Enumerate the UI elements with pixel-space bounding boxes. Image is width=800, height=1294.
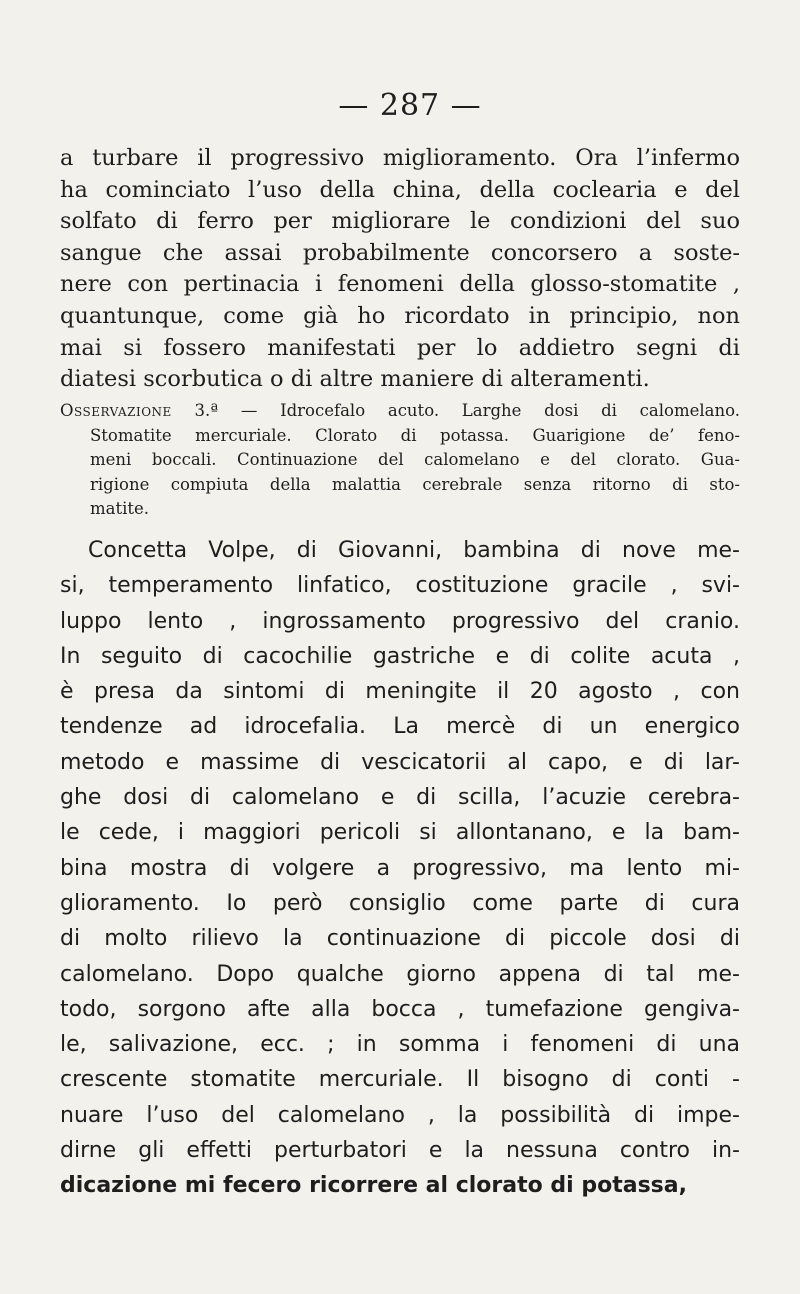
text-line: calomelano. Dopo qualche giorno appena di tal me- <box>60 961 740 987</box>
text-line: ha cominciato l’uso della china, della coclearia e del <box>60 176 740 203</box>
paragraph-1 <box>60 143 740 396</box>
text-line: nuare l’uso del calomelano , la possibilità di impe- <box>60 1102 740 1128</box>
text-line: le, salivazione, ecc. ; in somma i fenomeni di una <box>60 1032 740 1058</box>
text-line: diatesi scorbutica o di altre maniere di alteramenti. <box>60 366 650 393</box>
paragraph-2 <box>60 533 740 1204</box>
text-line: solfato di ferro per migliorare le condizioni del suo <box>60 208 740 235</box>
text-line: mai si fossero manifestati per lo addietro segni di <box>60 334 740 361</box>
text-line: dicazione mi fecero ricorrere al clorato di potassa, <box>60 1173 687 1199</box>
text-line: ghe dosi di calomelano e di scilla, l’acuzie cerebra- <box>60 785 740 811</box>
text-line: è presa da sintomi di meningite il 20 agosto , con <box>60 679 740 705</box>
text-line: quantunque, come già ho ricordato in principio, non <box>60 302 740 329</box>
text-line: dirne gli effetti perturbatori e la nessuna contro in- <box>60 1138 740 1164</box>
text-line: bina mostra di volgere a progressivo, ma lento mi- <box>60 855 740 881</box>
note-line: matite. <box>90 499 150 518</box>
text-line: a turbare il progressivo miglioramento. Ora l’infermo <box>60 145 740 171</box>
observation-note <box>60 399 740 522</box>
page-number: — 287 — <box>338 88 482 123</box>
text-line: In seguito di cacochilie gastriche e di colite acuta , <box>60 643 740 669</box>
note-line: Stomatite mercuriale. Clorato di potassa. Guarigione de’ feno- <box>90 425 740 445</box>
text-line: si, temperamento linfatico, costituzione gracile , svi- <box>60 573 740 599</box>
text-line: glioramento. Io però consiglio come parte di cura <box>60 890 740 916</box>
note-number: 3.ª <box>194 401 219 420</box>
text-line: sangue che assai probabilmente concorsero a soste- <box>60 239 740 266</box>
text-line: le cede, i maggiori pericoli si allontanano, e la bam- <box>60 820 740 846</box>
note-summary: — Idrocefalo acuto. Larghe dosi di calomelano. <box>240 401 740 420</box>
text-line: luppo lento , ingrossamento progressivo del cranio. <box>60 608 740 634</box>
note-heading-line <box>60 399 740 424</box>
note-line: rigione compiuta della malattia cerebrale senza ritorno di sto- <box>90 474 740 494</box>
text-line: tendenze ad idrocefalia. La mercè di un energico <box>60 714 740 740</box>
text-line: di molto rilievo la continuazione di piccole dosi di <box>60 926 740 952</box>
text-line: metodo e massime di vescicatorii al capo, e di lar- <box>60 749 740 775</box>
text-line: nere con pertinacia i fenomeni della glosso-stomatite , <box>60 271 740 298</box>
note-line: meni boccali. Continuazione del calomelano e del clorato. Gua- <box>90 450 740 469</box>
text-line: Concetta Volpe, di Giovanni, bambina di nove me- <box>88 538 740 563</box>
text-line: todo, sorgono afte alla bocca , tumefazione gengiva- <box>60 996 740 1022</box>
note-heading: Osservazione <box>60 401 172 420</box>
text-line: crescente stomatite mercuriale. Il bisogno di conti - <box>60 1067 740 1093</box>
